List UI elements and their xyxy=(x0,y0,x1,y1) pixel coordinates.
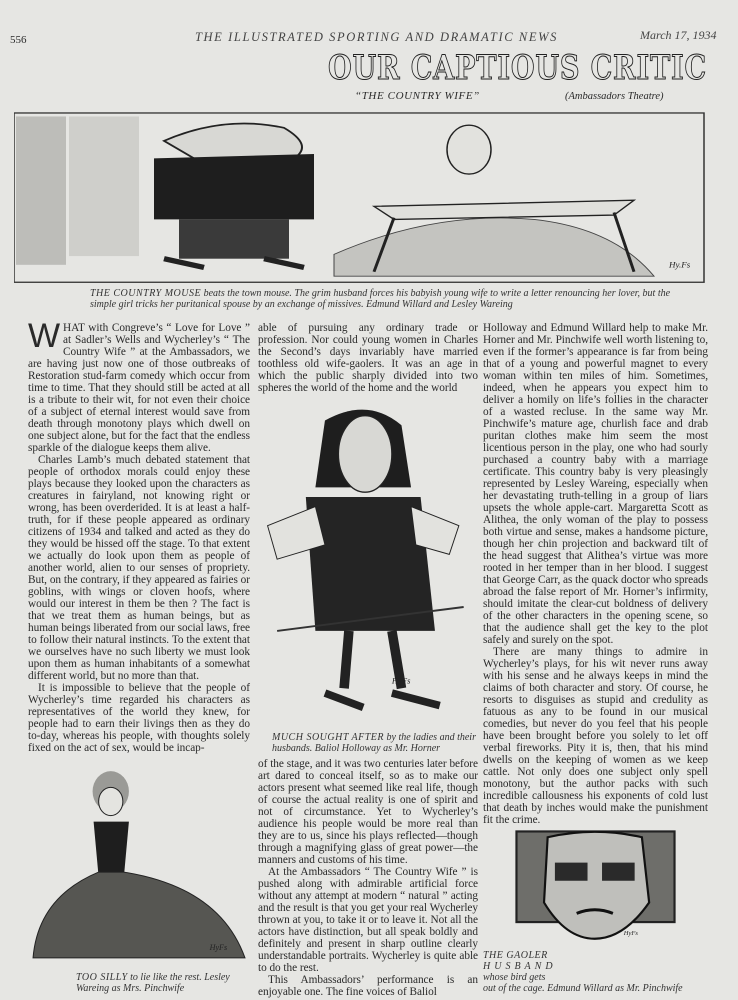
caption-text: by the ladies and their husbands. Baliol Holloway as Mr. Horner xyxy=(272,732,476,754)
gaoler-caption xyxy=(483,950,708,994)
mr-pinchwife-illustration xyxy=(483,830,708,946)
publication-name: THE ILLUSTRATED SPORTING AND DRAMATIC NEWS xyxy=(195,30,558,44)
horner-caption xyxy=(258,732,478,754)
caption-lead: HUSBAND xyxy=(483,961,557,972)
mr-horner-illustration xyxy=(258,398,478,728)
svg-text:HyFs: HyFs xyxy=(623,930,638,938)
paragraph: of the stage, and it was two centuries later before art dared to conceal itself, so as to make our actors present what seemed like real life, though of course the actual reality is one of spirit and not of circumstance. Yet to Wycherley’s audience his people would be more real than they are to us, since his plays reflected—though through a magnifying glass of great power—the manners and customs of his time. xyxy=(258,758,478,866)
paragraph: At the Ambassadors “ The Country Wife ” is pushed along with admirable artificial force without any attempt at modern “ natural ” acting and the result is that you get your real Wycherley thrown at you, to take it or to leave it. Not all the actors have distinction, but all speak boldly and definitely and present in sharp outline clearly understandable portraits. Wycherley is quite able to do the rest. xyxy=(258,866,478,974)
caption-lead: MUCH SOUGHT AFTER xyxy=(272,732,385,743)
page-title: OUR CAPTIOUS CRITIC xyxy=(328,48,707,88)
paragraph: This Ambassadors’ performance is an enjoyable one. The fine voices of Baliol xyxy=(258,974,478,998)
mrs-pinchwife-illustration xyxy=(28,758,250,968)
caption-text: beats the town mouse. The grim husband forces his babyish young wife to write a letter renouncing her lover, but the simple girl tricks her puritanical spouse by an exchange of missives. Edmund Willard and Lesley Wareing xyxy=(90,288,671,310)
caption-lead: TOO SILLY xyxy=(76,972,128,983)
country-mouse-illustration xyxy=(14,106,708,284)
play-title: “THE COUNTRY WIFE” xyxy=(355,90,480,102)
paragraph: Charles Lamb’s much debated statement that people of orthodox morals could enjoy these plays because they looked upon the characters as creatures in fairyland, not knowing right or wrong, has been overderided. It is at least a half-truth, for if these people appeared as ordinary citizens of 1934 and talked and acted as they do they would be hissed off the stage. To that extent we actually do look upon them as people of another world, alien to our senses of propriety. But, on the contrary, if they appeared as fairies or goblins, with wings or cloven hoofs, where would our interest in them be then ? The fact is that we treat them as human beings, but as human beings liberated from our social laws, free to follow their natural instincts. To the extent that we ourselves have no such liberty we must look upon them as human inhabitants of a somewhat different world, but no more than that. xyxy=(28,454,250,682)
paragraph: Holloway and Edmund Willard help to make Mr. Horner and Mr. Pinchwife well worth listening to, even if the former’s appearance is far from being that of a young and powerful magnet to every woman within ten miles of him. Sometimes, indeed, when he appears you expect him to deliver a homily on life’s follies in the character of a wasted recluse. In the same way Mr. Pinchwife’s mature age, churlish face and drab puritan clothes make him seem the most licentious person in the play, one who had sourly purchased a country baby with a marriage certificate. This country baby is very pleasingly represented by Lesley Wareing, especially when her devastating truth-telling in a group of liars upsets the whole apple-cart. Margaretta Scott as Alithea, the only woman of the play to possess both virtue and sense, makes a handsome picture, though her chin projection and backward tilt of the head suggest that Alithea’s virtue was more rooted in her temper than in her blood. I suggest that George Carr, as the quack doctor who spreads abroad the false report of Mr. Horner’s infirmity, should imitate the clear-cut boldness of delivery of the other characters in the opening scene, so that the audience shall get the key to the plot safely and surely on the spot. xyxy=(483,322,708,646)
svg-text:HyFs: HyFs xyxy=(209,942,228,952)
caption-text: whose bird gets xyxy=(483,972,546,983)
svg-text:Hy.Fs: Hy.Fs xyxy=(669,259,691,270)
pinchwife-caption xyxy=(28,972,250,994)
article-column-3 xyxy=(483,322,708,998)
paragraph: able of pursuing any ordinary trade or profession. Nor could young women in Charles the Second’s days invariably have married toothless old wife-gaolers. It was an age in which the public sharply divided into two spheres the world of the home and the world xyxy=(258,322,478,394)
paragraph: It is impossible to believe that the people of Wycherley’s time regarded his characters as representatives of the world they knew, for people had to earn their livings then as they do to-day, whereas his people, with thoughts solely fixed on the act of sex, would be incap- xyxy=(28,682,250,754)
caption-text: out of the cage. Edmund Willard as Mr. Pinchwife xyxy=(483,983,683,994)
article-column-2 xyxy=(258,322,478,998)
caption-lead: THE GAOLER xyxy=(483,950,548,961)
issue-date: March 17, 1934 xyxy=(640,28,717,42)
paragraph: HAT with Congreve’s “ Love for Love ” at Sadler’s Wells and Wycherley’s “ The Country Wife ” at the Ambassadors, we are having just now one of those outbreaks of Restoration stud-farm comedy which occur from time to time. That they should still be acted at all is a tribute to their wit, for not even their choice of a subject of eternal interest would save from death through monotony plays which dwell on one subject alone, but for the fact that the endless sparkle of the dialogue keeps them alive. xyxy=(28,322,250,454)
paragraph: There are many things to admire in Wycherley’s plays, for his wit never runs away with his sense and he always keeps in mind the claims of both character and story. Of course, he resorts to disguises as stupid and credulity as fatuous as any to be found in our musical comedies, but never do you feel that his people have been brought before you solely to let off verbal fireworks. Pity it is, then, that his mind dwells on the keeping of women as we keep cattle. Not only does one subject only spell monotony, but the author packs with such incredible callousness his exponents of cold lust that death by inches would make the punishment fit the crime. xyxy=(483,646,708,826)
svg-text:HyFs: HyFs xyxy=(391,675,411,686)
article-column-1 xyxy=(28,317,250,998)
caption-text: to lie like the rest. Lesley Wareing as Mrs. Pinchwife xyxy=(76,972,230,994)
theatre-name: (Ambassadors Theatre) xyxy=(565,91,664,102)
top-caption xyxy=(90,288,680,310)
caption-lead: THE COUNTRY MOUSE xyxy=(90,288,202,299)
page-number: 556 xyxy=(10,34,27,46)
drop-cap: W xyxy=(28,317,61,355)
